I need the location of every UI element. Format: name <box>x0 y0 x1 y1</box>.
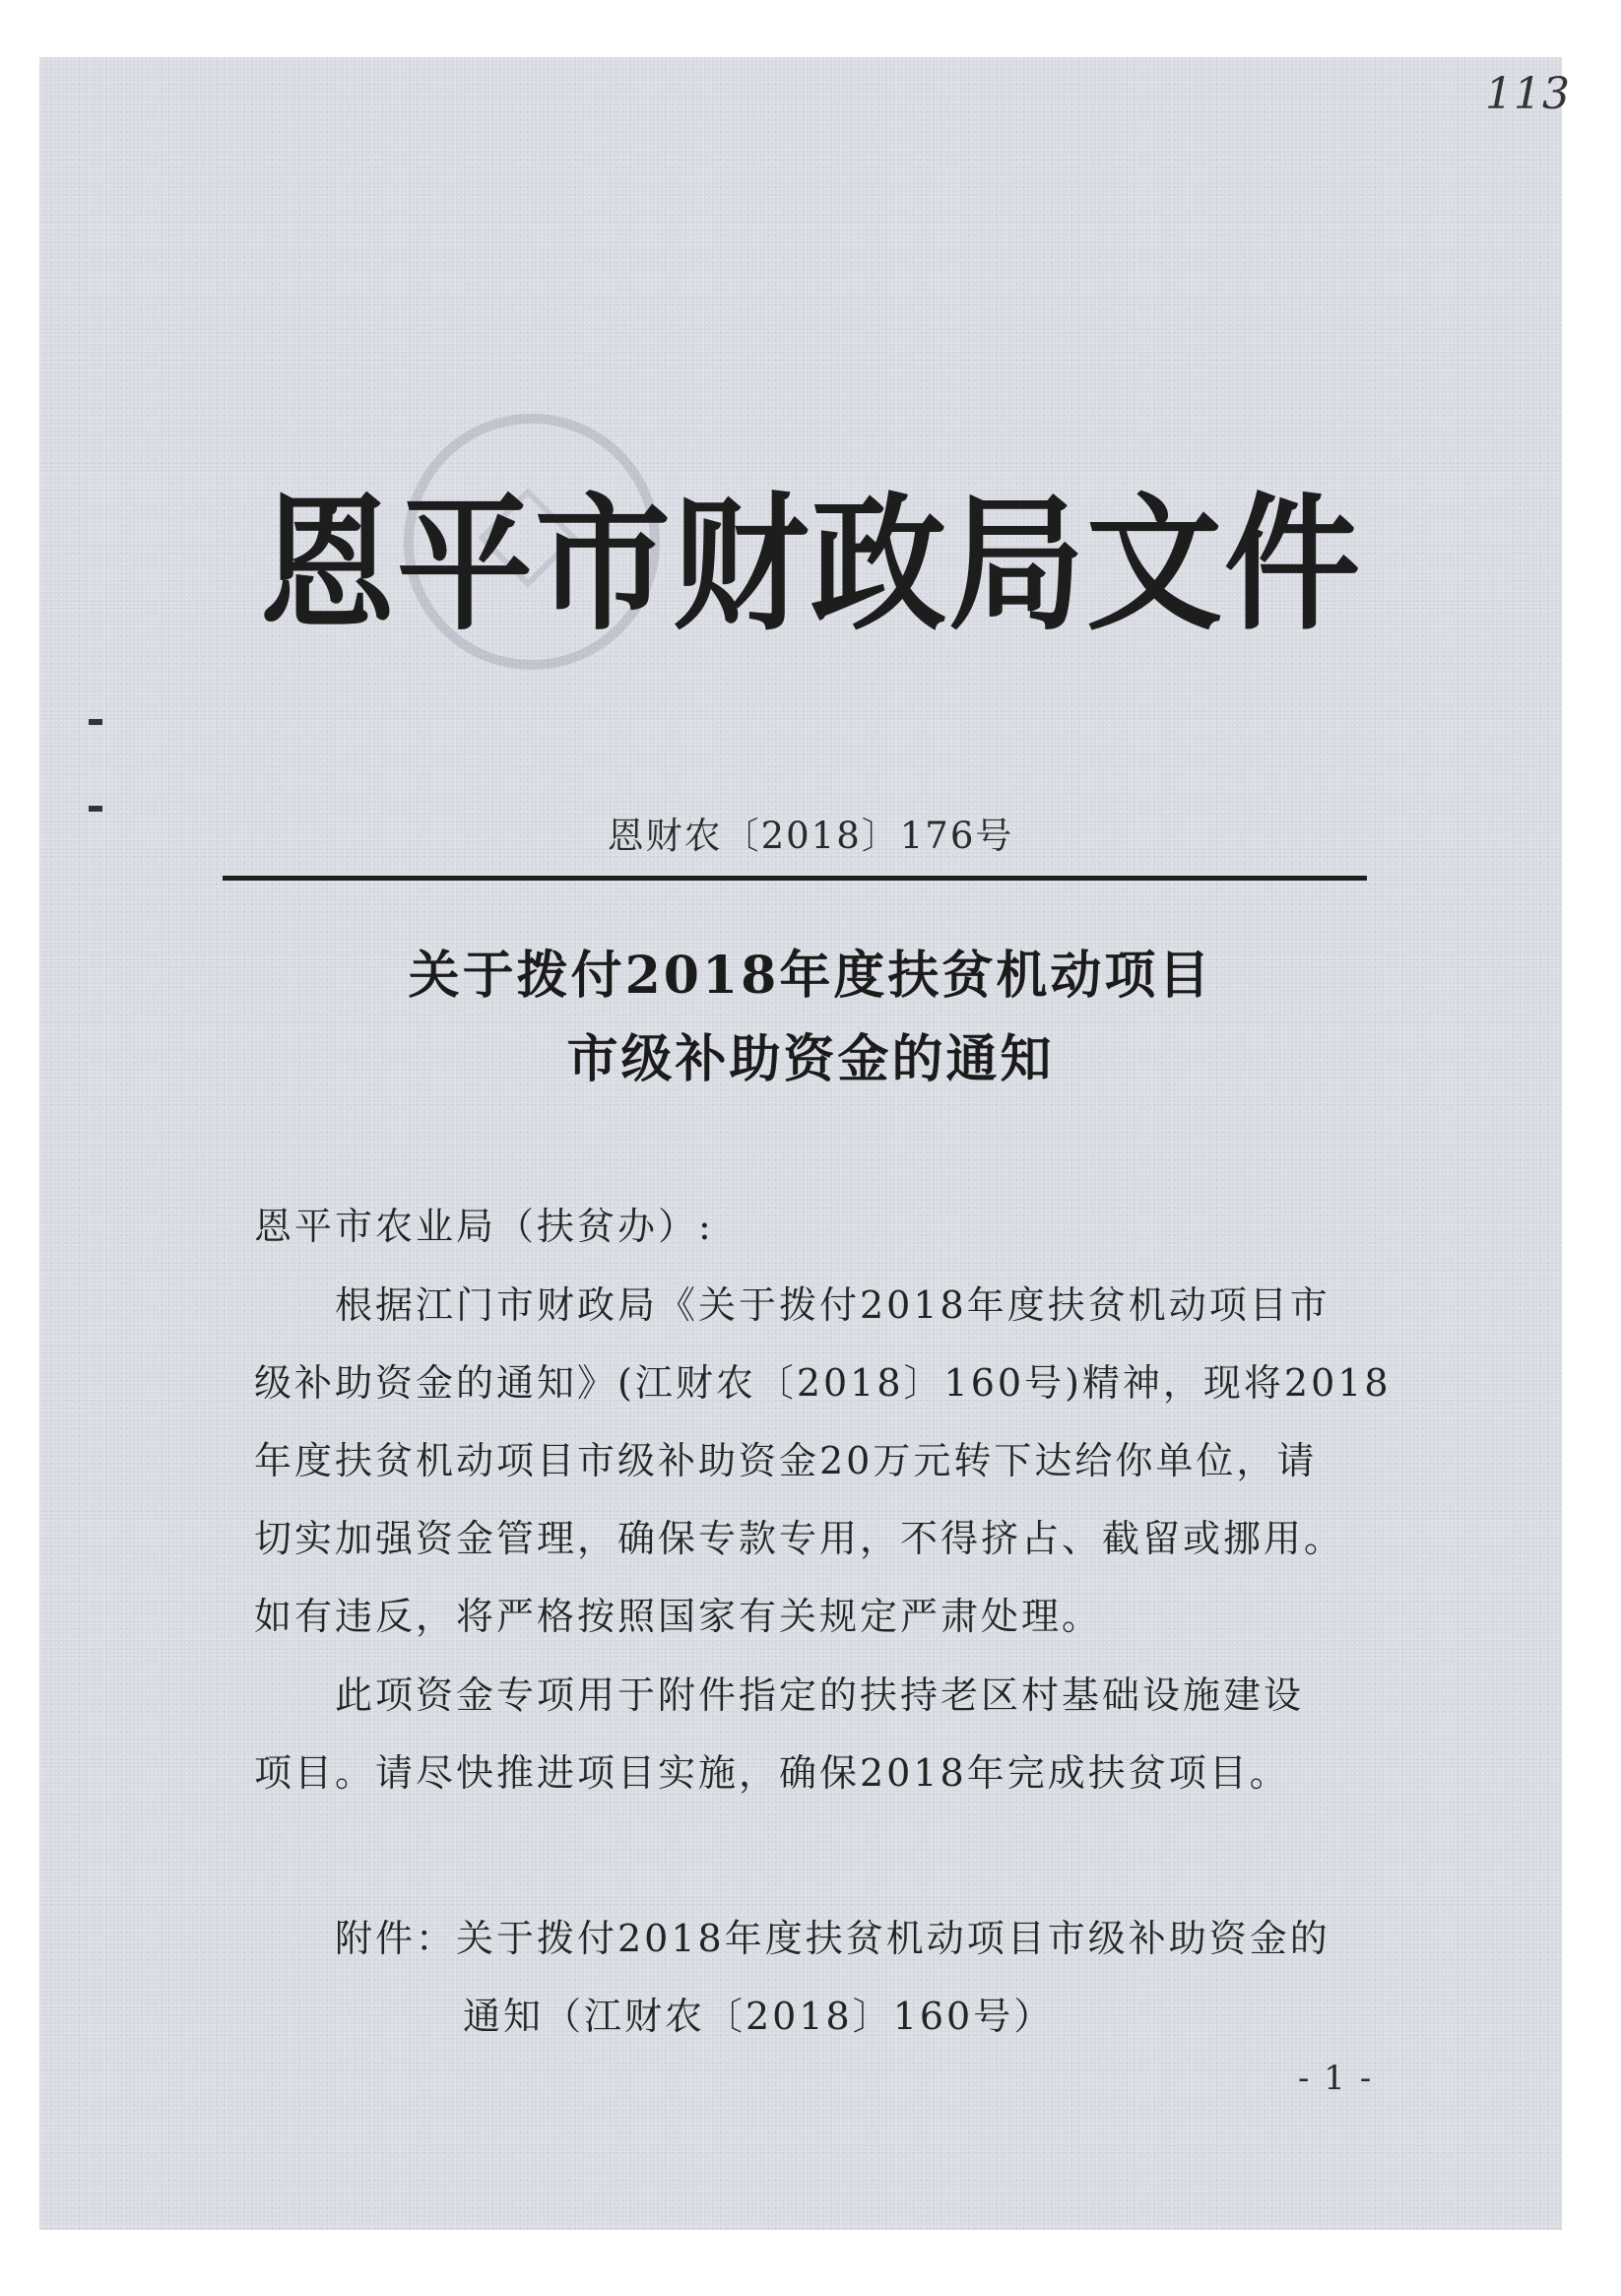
body-paragraph-2-line: 项目。请尽快推进项目实施，确保2018年完成扶贫项目。 <box>254 1751 1290 1795</box>
handwritten-page-number: 113 <box>1485 69 1571 119</box>
addressee: 恩平市农业局（扶贫办）: <box>254 1205 714 1248</box>
body-paragraph-2-line: 此项资金专项用于附件指定的扶持老区村基础设施建设 <box>335 1673 1305 1717</box>
header-divider <box>223 876 1367 881</box>
page-footer-number: - 1 - <box>1298 2059 1374 2098</box>
body-paragraph-1-line: 根据江门市财政局《关于拨付2018年度扶贫机动项目市 <box>335 1283 1330 1327</box>
document-number: 恩财农〔2018〕176号 <box>607 815 1014 857</box>
document-masthead: 恩平市财政局文件 <box>258 479 1362 651</box>
body-paragraph-1-line: 如有违反，将严格按照国家有关规定严肃处理。 <box>254 1595 1103 1638</box>
document-title-line-2: 市级补助资金的通知 <box>566 1029 1055 1089</box>
attachment-line-2: 通知（江财农〔2018〕160号） <box>463 1995 1055 2038</box>
binding-mark <box>89 719 102 725</box>
body-paragraph-1-line: 级补助资金的通知》(江财农〔2018〕160号)精神，现将2018 <box>254 1361 1392 1405</box>
body-paragraph-1-line: 切实加强资金管理，确保专款专用，不得挤占、截留或挪用。 <box>254 1517 1345 1560</box>
attachment-line-1: 附件：关于拨付2018年度扶贫机动项目市级补助资金的 <box>335 1917 1330 1960</box>
body-paragraph-1-line: 年度扶贫机动项目市级补助资金20万元转下达给你单位，请 <box>254 1439 1318 1482</box>
document-title-line-1: 关于拨付2018年度扶贫机动项目 <box>408 946 1213 1006</box>
scanned-page <box>39 57 1562 2230</box>
